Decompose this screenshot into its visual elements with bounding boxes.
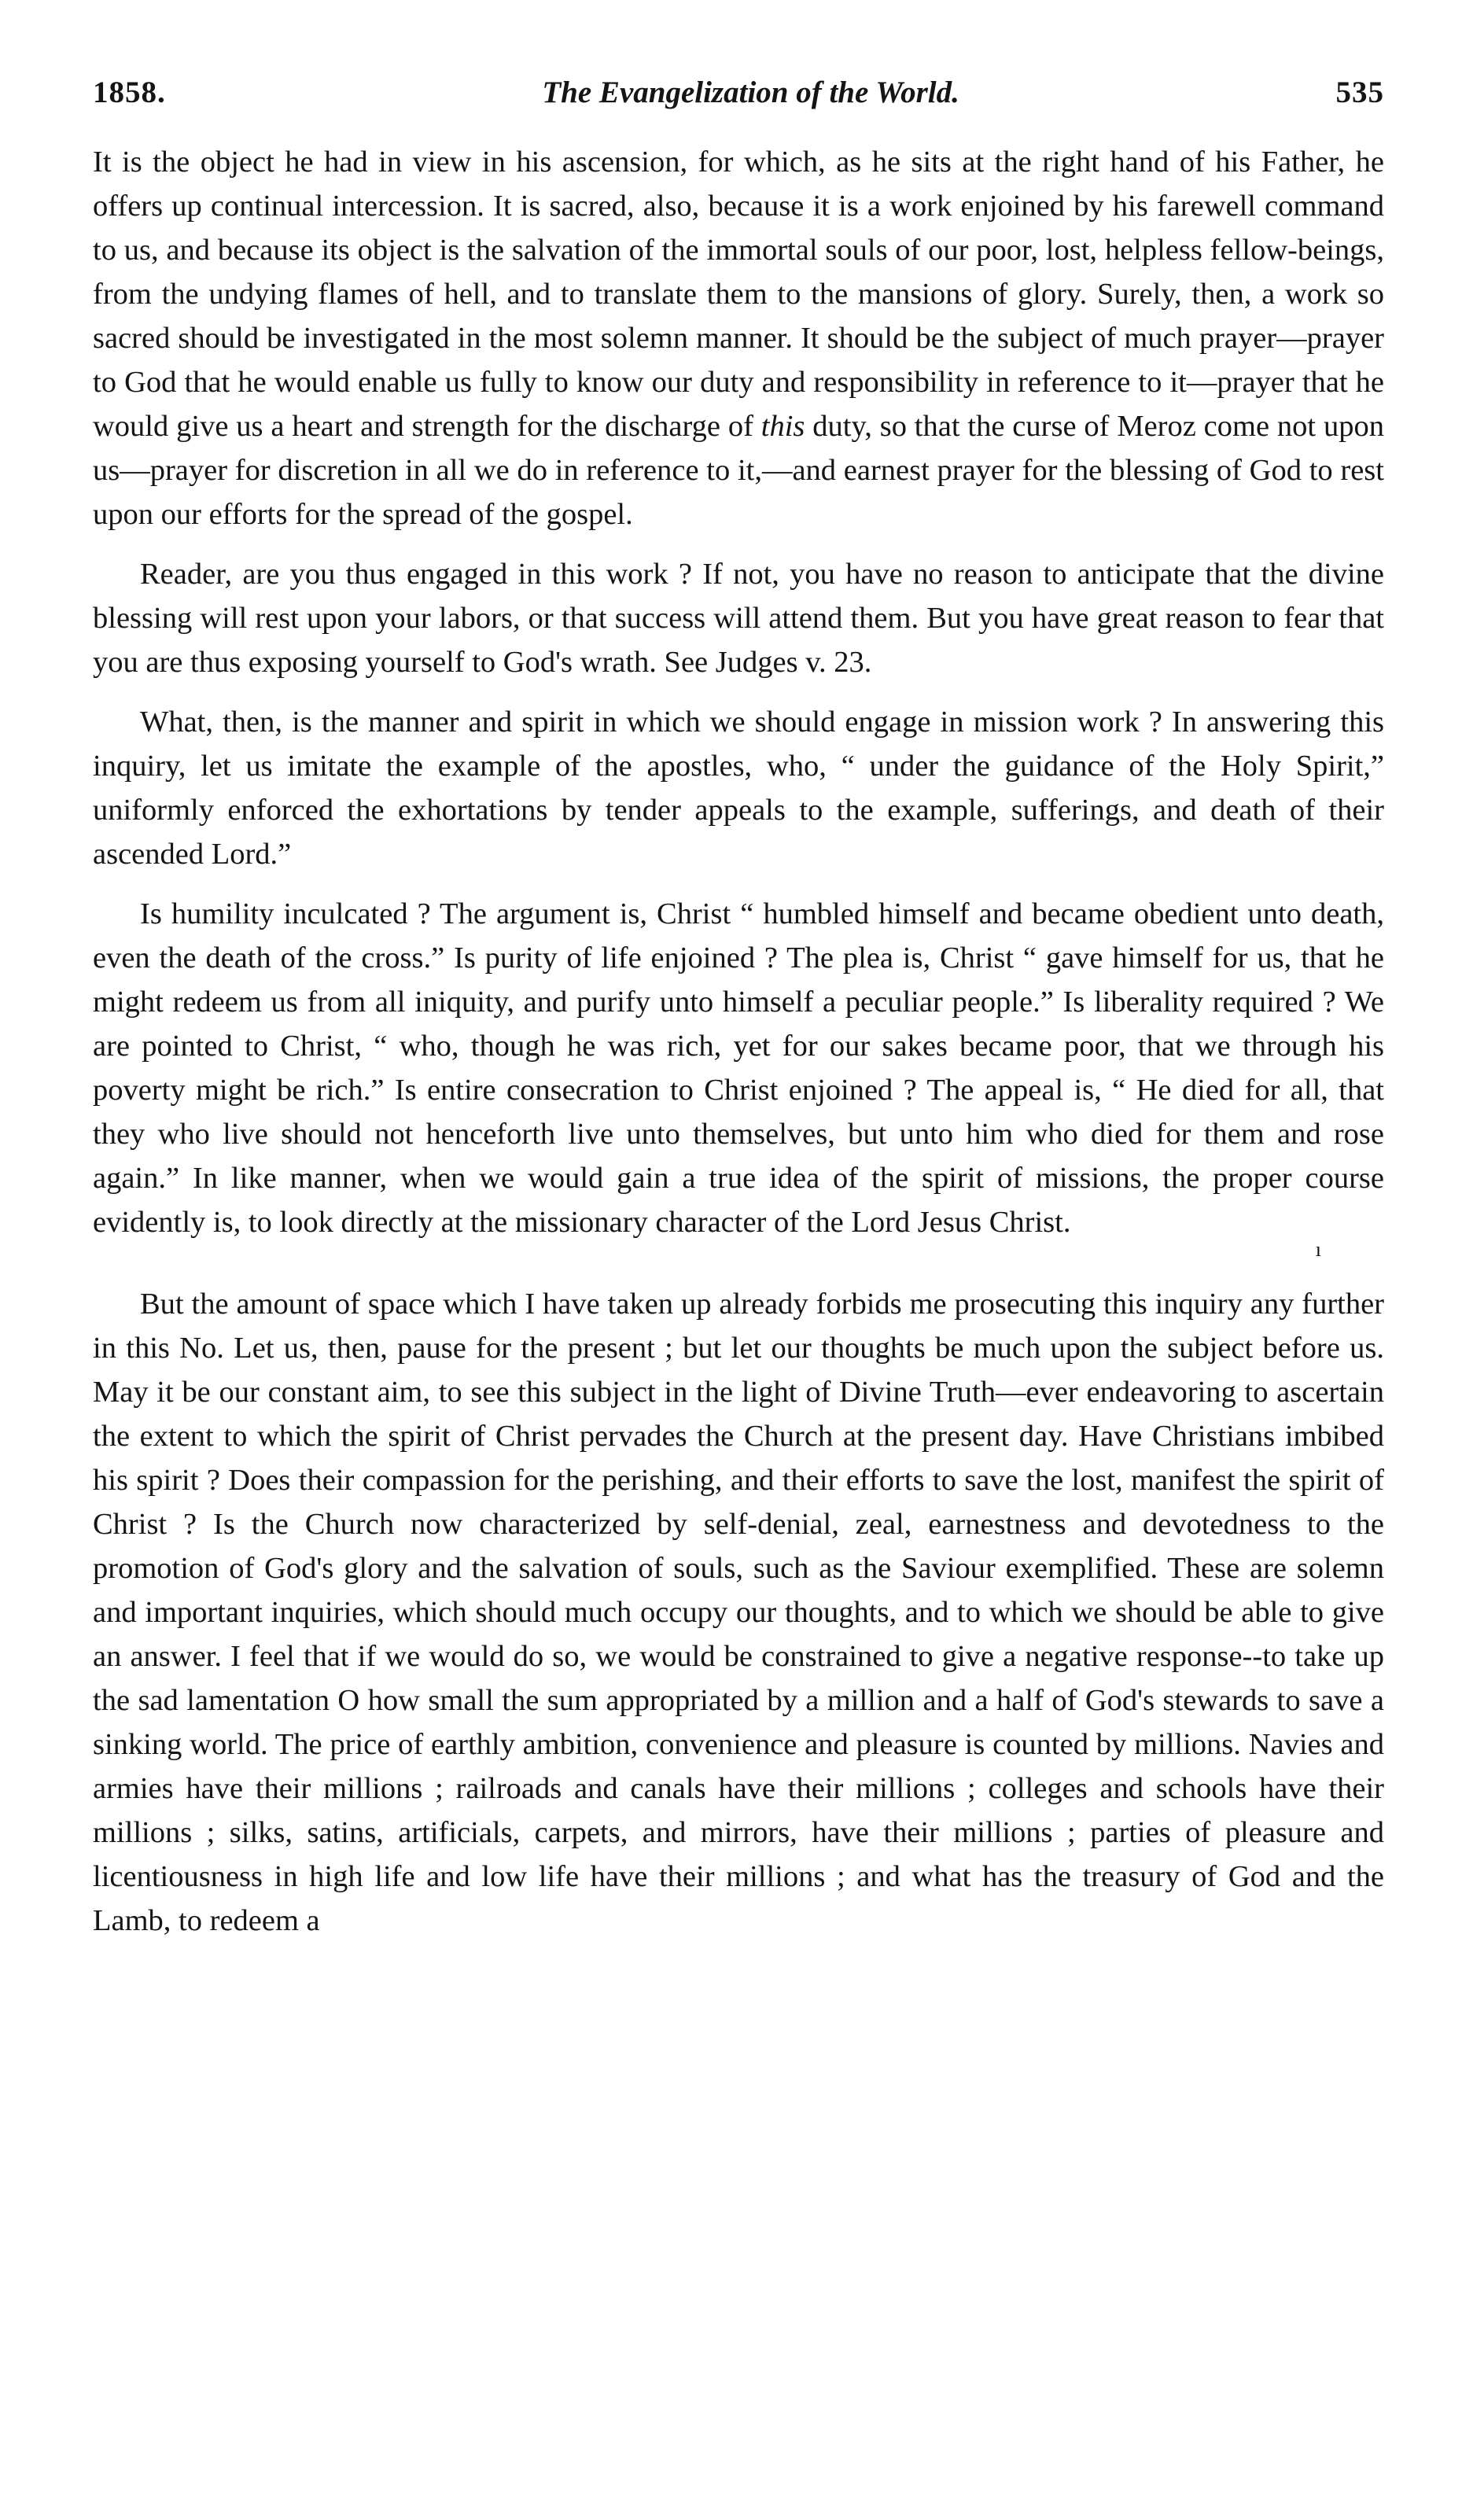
paragraph-amount-of-space: But the amount of space which I have taken up already forbids me prosecuting this inquiry any further in this No. Let us, then, pause for the present ; but let our thoughts be much upon the subject before us. May it be our constant aim, to see this subject in the light of Divine Truth—ever endeavoring to ascertain the extent to which the spirit of Christ pervades the Church at the present day. Have Christians imbibed his spirit ? Does their compassion for the perishing, and their efforts to save the lost, manifest the spirit of Christ ? Is the Church now characterized by self-denial, zeal, earnestness and devotedness to the promotion of God's glory and the salvation of souls, such as the Saviour exemplified. These are solemn and important inquiries, which should much occupy our thoughts, and to which we should be able to give an answer. I feel that if we would do so, we would be constrained to give a negative response--to take up the sad lamentation O how small the sum appropriated by a million and a half of God's stewards to save a sinking world. The price of earthly ambition, convenience and pleasure is counted by millions. Navies and armies have their millions ; railroads and canals have their millions ; colleges and schools have their millions ; silks, satins, artificials, carpets, and mirrors, have their millions ; parties of pleasure and licentiousness in high life and low life have their millions ; and what has the treasury of God and the Lamb, to redeem a [93,1288,1384,1937]
header-page-number: 535 [1335,76,1384,109]
paragraph-italic-word: this [760,410,805,443]
header-year: 1858. [93,76,166,109]
header-title: The Evangelization of the World. [542,76,959,109]
paragraph-manner-spirit: What, then, is the manner and spirit in which we should engage in mission work ? In answering this inquiry, let us imitate the example of the apostles, who, “ under the guidance of the Holy Spirit,” uniformly enforced the exhortations by tender appeals to the example, sufferings, and death of their ascended Lord.” [93,706,1384,871]
paragraph-text-pre: It is the object he had in view in his ascension, for which, as he sits at the right hand of his Father, he offers up continual intercession. It is sacred, also, because it is a work enjoined by his farewell command to us, and because its object is the salvation of the immortal souls of our poor, lost, helpless fellow-beings, from the undying flames of hell, and to translate them to the mansions of glory. Surely, then, a work so sacred should be investigated in the most solemn manner. It should be the subject of much prayer—prayer to God that he would enable us fully to know our duty and responsibility in reference to it—prayer that he would give us a heart and strength for the discharge of [93,146,1384,443]
book-page [93,75,1384,1943]
stray-print-mark: ı [1315,1238,1321,1261]
paragraph-intercession [93,140,1384,536]
running-header [93,75,1384,110]
paragraph-text-post: duty, so that the curse of Meroz come not upon us—prayer for discretion in all we do in reference to it,—and earnest prayer for the blessing of God to rest upon our efforts for the spread of the gospel. [93,410,1384,531]
paragraph-humility: Is humility inculcated ? The argument is, Christ “ humbled himself and became obedient unto death, even the death of the cross.” Is purity of life enjoined ? The plea is, Christ “ gave himself for us, that he might redeem us from all iniquity, and purify unto himself a peculiar people.” Is liberality required ? We are pointed to Christ, “ who, though he was rich, yet for our sakes became poor, that we through his poverty might be rich.” Is entire consecration to Christ enjoined ? The appeal is, “ He died for all, that they who live should not henceforth live unto themselves, but unto him who died for them and rose again.” In like manner, when we would gain a true idea of the spirit of missions, the proper course evidently is, to look directly at the missionary character of the Lord Jesus Christ. [93,897,1384,1239]
paragraph-reader: Reader, are you thus engaged in this work ? If not, you have no reason to anticipate that the divine blessing will rest upon your labors, or that success will attend them. But you have great reason to fear that you are thus exposing yourself to God's wrath. See Judges v. 23. [93,558,1384,679]
